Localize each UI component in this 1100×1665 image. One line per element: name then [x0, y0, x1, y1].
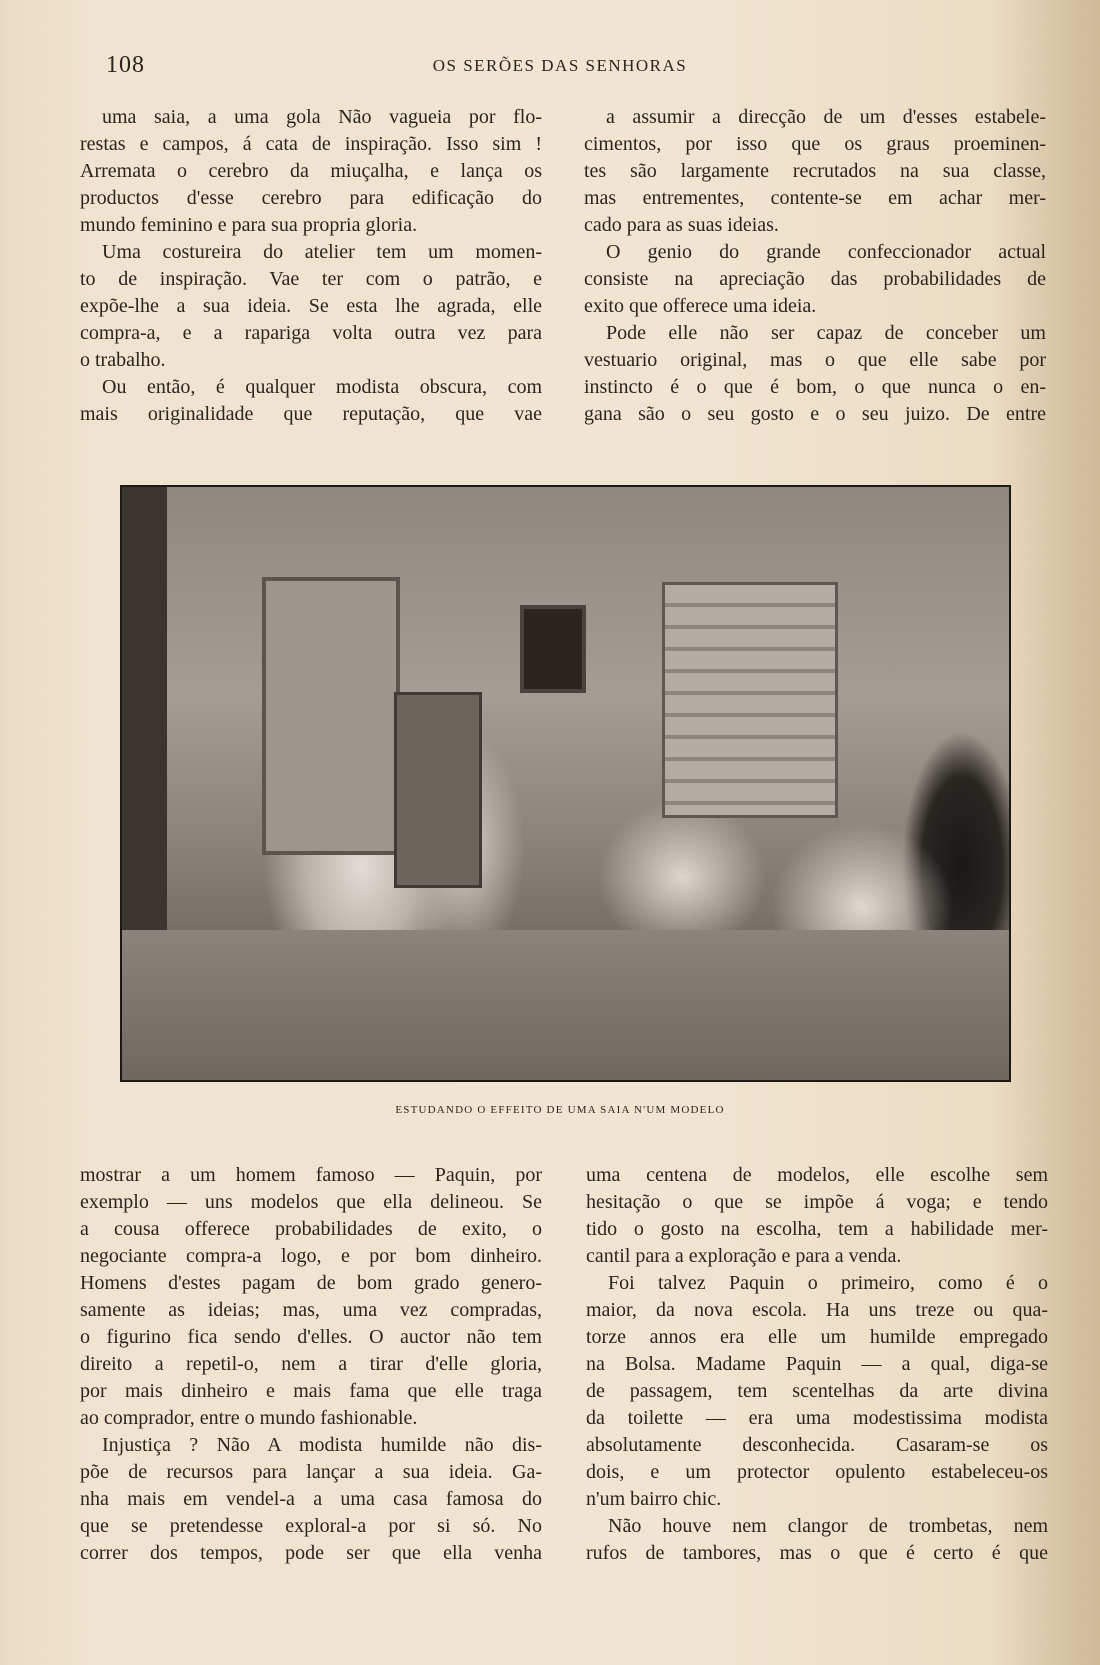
- text-line: consiste na apreciação das probabilidades de: [584, 268, 1046, 290]
- text-line: Homens d'estes pagam de bom grado genero-: [80, 1272, 542, 1294]
- text-line: productos d'esse cerebro para edificação do: [80, 187, 542, 209]
- text-line: Pode elle não ser capaz de conceber um: [606, 322, 1046, 344]
- paragraph: [80, 374, 542, 428]
- text-line: cimentos, por isso que os graus proeminen-: [584, 133, 1046, 155]
- paragraph: [80, 239, 542, 374]
- text-line: uma saia, a uma gola Não vagueia por flo-: [102, 106, 542, 128]
- text-line: direito a repetil-o, nem a tirar d'elle gloria,: [80, 1353, 542, 1375]
- text-line: põe de recursos para lançar a sua ideia. Ga-: [80, 1461, 542, 1483]
- text-line: absolutamente desconhecida. Casaram-se os: [586, 1434, 1048, 1456]
- photo-carpet: [122, 930, 1009, 1080]
- paragraph: [80, 1162, 542, 1432]
- figure-photo: [120, 485, 1011, 1082]
- text-line: vestuario original, mas o que elle sabe por: [584, 349, 1046, 371]
- text-line: na Bolsa. Madame Paquin — a qual, diga-se: [586, 1353, 1048, 1375]
- text-line: mas entrementes, contente-se em achar mer-: [584, 187, 1046, 209]
- text-line: rufos de tambores, mas o que é certo é que: [586, 1542, 1048, 1564]
- photo-door: [262, 577, 400, 855]
- text-line: exito que offerece uma ideia.: [584, 295, 817, 317]
- text-line: dois, e um protector opulento estabeleceu-os: [586, 1461, 1048, 1483]
- text-line: por mais dinheiro e mais fama que elle traga: [80, 1380, 542, 1402]
- paragraph: [584, 104, 1046, 239]
- text-line: Ou então, é qualquer modista obscura, com: [102, 376, 542, 398]
- text-line: hesitação o que se impõe á voga; e tendo: [586, 1191, 1048, 1213]
- paragraph: [584, 320, 1046, 428]
- top-left-column: [80, 104, 542, 428]
- paragraph: [586, 1513, 1048, 1567]
- text-line: Foi talvez Paquin o primeiro, como é o: [608, 1272, 1048, 1294]
- paragraph: [80, 1432, 542, 1567]
- text-line: O genio do grande confeccionador actual: [606, 241, 1046, 263]
- text-line: tes são largamente recrutados na sua classe,: [584, 160, 1046, 182]
- text-line: o trabalho.: [80, 349, 166, 371]
- text-line: de passagem, tem scentelhas da arte divina: [586, 1380, 1048, 1402]
- text-line: ao comprador, entre o mundo fashionable.: [80, 1407, 418, 1429]
- text-line: compra-a, e a rapariga volta outra vez para: [80, 322, 542, 344]
- text-line: gana são o seu gosto e o seu juizo. De entre: [584, 403, 1046, 425]
- running-title: OS SERÕES DAS SENHORAS: [432, 56, 688, 75]
- text-line: negociante compra-a logo, e por bom dinheiro.: [80, 1245, 542, 1267]
- photo-display-cabinet: [662, 582, 838, 818]
- text-line: restas e campos, á cata de inspiração. Isso sim !: [80, 133, 542, 155]
- text-line: torze annos era elle um humilde empregado: [586, 1326, 1048, 1348]
- text-line: samente as ideias; mas, uma vez compradas,: [80, 1299, 542, 1321]
- text-line: cantil para a exploração e para a venda.: [586, 1245, 902, 1267]
- paragraph: [80, 104, 542, 239]
- text-line: mais originalidade que reputação, que vae: [80, 403, 542, 425]
- text-line: expõe-lhe a sua ideia. Se esta lhe agrada, elle: [80, 295, 542, 317]
- text-line: que se pretendesse exploral-a por si só. No: [80, 1515, 542, 1537]
- text-line: mostrar a um homem famoso — Paquin, por: [80, 1164, 542, 1186]
- top-right-column: [584, 104, 1046, 428]
- bottom-left-column: [80, 1162, 542, 1567]
- text-line: Não houve nem clangor de trombetas, nem: [608, 1515, 1048, 1537]
- paragraph: [586, 1162, 1048, 1270]
- text-line: tido o gosto na escolha, tem a habilidade mer-: [586, 1218, 1048, 1240]
- page-number: 108: [106, 52, 145, 78]
- figure-caption: ESTUDANDO O EFFEITO DE UMA SAIA N'UM MODELO: [395, 1104, 725, 1116]
- text-line: cado para as suas ideias.: [584, 214, 779, 236]
- text-line: to de inspiração. Vae ter com o patrão, e: [80, 268, 542, 290]
- text-line: Injustiça ? Não A modista humilde não dis-: [102, 1434, 542, 1456]
- text-line: mundo feminino e para sua propria gloria.: [80, 214, 418, 236]
- text-line: n'um bairro chic.: [586, 1488, 722, 1510]
- text-line: Uma costureira do atelier tem um momen-: [102, 241, 542, 263]
- text-line: nha mais em vendel-a a uma casa famosa do: [80, 1488, 542, 1510]
- text-line: instincto é o que é bom, o que nunca o en-: [584, 376, 1046, 398]
- text-line: uma centena de modelos, elle escolhe sem: [586, 1164, 1048, 1186]
- text-line: a cousa offerece probabilidades de exito, o: [80, 1218, 542, 1240]
- text-line: o figurino fica sendo d'elles. O auctor não tem: [80, 1326, 542, 1348]
- text-line: da toilette — era uma modestissima modista: [586, 1407, 1048, 1429]
- paragraph: [586, 1270, 1048, 1513]
- text-line: correr dos tempos, pode ser que ella venha: [80, 1542, 542, 1564]
- text-line: Arremata o cerebro da miuçalha, e lança os: [80, 160, 542, 182]
- text-line: a assumir a direcção de um d'esses estabele-: [606, 106, 1046, 128]
- text-line: maior, da nova escola. Ha uns treze ou qua-: [586, 1299, 1048, 1321]
- bottom-right-column: [586, 1162, 1048, 1567]
- photo-painting: [520, 605, 586, 693]
- text-line: exemplo — uns modelos que ella delineou. Se: [80, 1191, 542, 1213]
- photo-folding-screen: [394, 692, 482, 888]
- paragraph: [584, 239, 1046, 320]
